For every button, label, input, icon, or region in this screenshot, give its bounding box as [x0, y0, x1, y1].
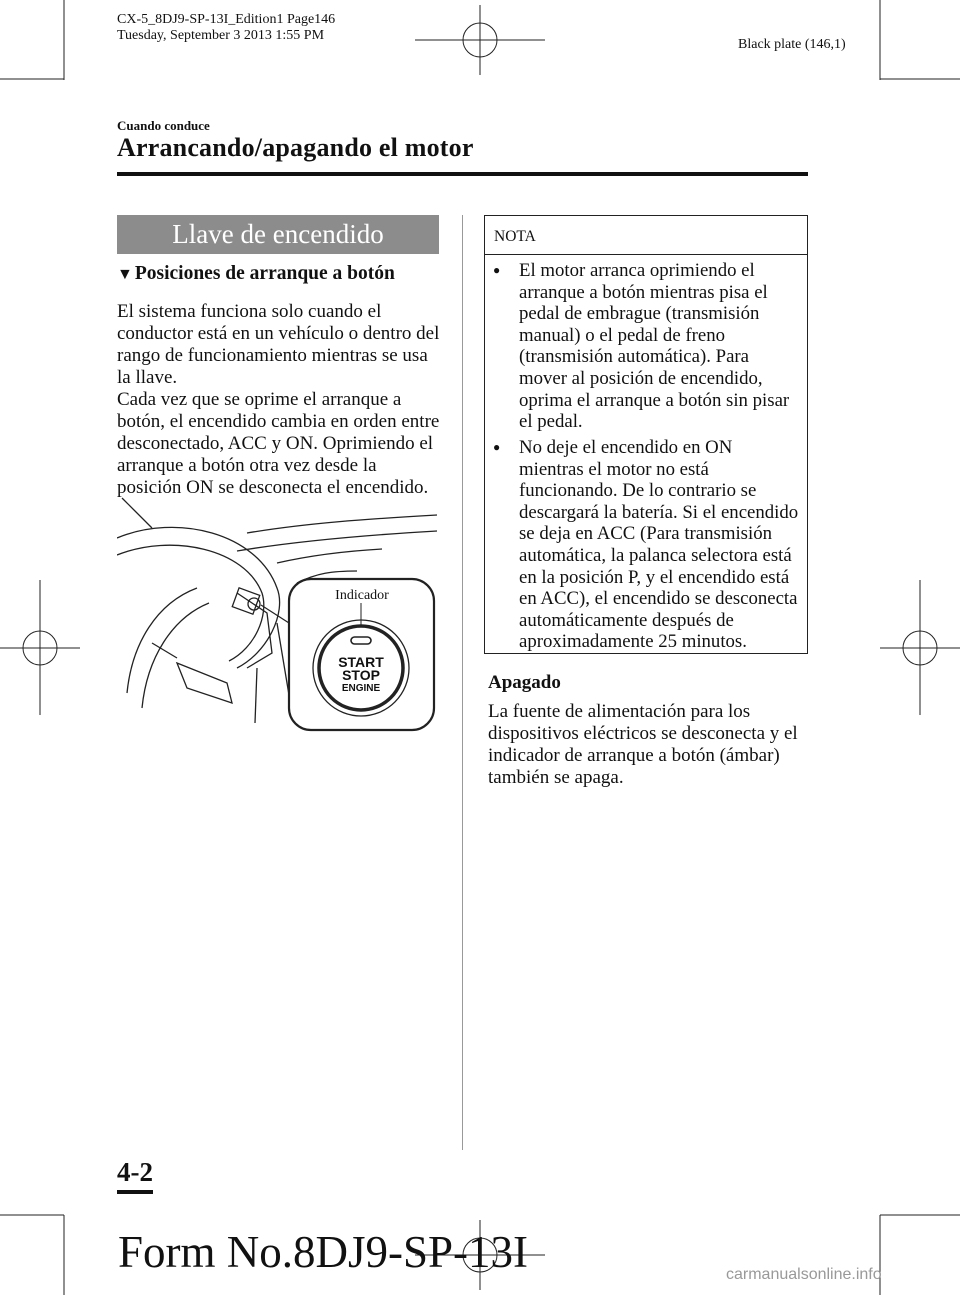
- nota-line: mientras el motor no está: [519, 458, 709, 480]
- paragraph-line: botón, el encendido cambia en orden entre: [117, 411, 440, 432]
- nota-line: se deja en ACC (Para transmisión: [519, 523, 772, 545]
- paragraph-line: posición ON se desconecta el encendido.: [117, 477, 429, 498]
- engine-label: ENGINE: [341, 683, 381, 694]
- nota-box: [484, 215, 808, 654]
- section-label: Cuando conduce: [117, 118, 210, 133]
- paragraph-2: [117, 389, 452, 499]
- nota-line: aproximadamente 25 minutos.: [519, 631, 747, 653]
- apagado-heading: Apagado: [488, 672, 561, 693]
- start-stop-button-text: [321, 656, 401, 695]
- stop-label: STOP: [342, 667, 380, 683]
- nota-line: mover al posición de encendido,: [519, 367, 763, 389]
- triangle-marker-icon: ▼: [117, 266, 133, 283]
- nota-line: oprima el arranque a botón sin pisar: [519, 389, 790, 411]
- print-header: [117, 12, 335, 44]
- paragraph-line: indicador de arranque a botón (ámbar): [488, 745, 780, 766]
- print-header-line1: CX-5_8DJ9-SP-13I_Edition1 Page146: [117, 12, 336, 27]
- form-number: Form No.8DJ9-SP-13I: [118, 1227, 529, 1277]
- paragraph-line: también se apaga.: [488, 767, 624, 788]
- nota-line: manual) o el pedal de freno: [519, 324, 725, 346]
- apagado-paragraph: [488, 701, 818, 789]
- plate-label: Black plate (146,1): [738, 37, 846, 52]
- nota-line: funcionando. De lo contrario se: [519, 480, 757, 502]
- nota-line: El motor arranca oprimiendo el: [519, 260, 755, 281]
- nota-line: automática, la palanca selectora está: [519, 544, 792, 566]
- paragraph-line: Cada vez que se oprime el arranque a: [117, 389, 402, 410]
- paragraph-line: conductor está en un vehículo o dentro del: [117, 323, 440, 344]
- nota-line: en la posición P, y el encendido está: [519, 566, 790, 588]
- subheading: [117, 263, 395, 285]
- page-number: 4-2: [117, 1157, 153, 1187]
- section-banner: Llave de encendido: [117, 215, 439, 254]
- paragraph-line: arranque a botón otra vez desde la: [117, 455, 377, 476]
- paragraph-line: La fuente de alimentación para los: [488, 701, 751, 722]
- watermark: carmanualsonline.info: [726, 1266, 882, 1283]
- nota-rule: [485, 254, 807, 255]
- nota-line: en ACC), el encendido se desconecta: [519, 588, 798, 610]
- nota-item: [493, 437, 803, 653]
- bullet-icon: ●: [493, 263, 501, 277]
- nota-line: descargará la batería. Si el encendido: [519, 501, 799, 523]
- page-number-rule: [117, 1190, 153, 1194]
- nota-line: arranque a botón mientras pisa el: [519, 281, 768, 303]
- paragraph-line: dispositivos eléctricos se desconecta y el: [488, 723, 798, 744]
- column-divider: [462, 215, 463, 1150]
- nota-item: [493, 260, 803, 433]
- nota-line: pedal de embrague (transmisión: [519, 303, 760, 325]
- paragraph-line: El sistema funciona solo cuando el: [117, 301, 382, 322]
- paragraph-line: rango de funcionamiento mientras se usa: [117, 345, 428, 366]
- paragraph-line: desconectado, ACC y ON. Oprimiendo el: [117, 433, 434, 454]
- nota-line: (transmisión automática). Para: [519, 346, 749, 368]
- bullet-icon: ●: [493, 440, 501, 454]
- page-title: Arrancando/apagando el motor: [117, 133, 474, 162]
- nota-title: NOTA: [494, 228, 536, 245]
- paragraph-1: [117, 301, 452, 389]
- title-rule: [117, 172, 808, 176]
- ignition-illustration: [117, 493, 437, 738]
- start-label: START: [338, 654, 384, 670]
- nota-line: No deje el encendido en ON: [519, 437, 733, 458]
- indicador-label: Indicador: [335, 588, 389, 603]
- print-header-line2: Tuesday, September 3 2013 1:55 PM: [117, 28, 325, 43]
- nota-line: el pedal.: [519, 411, 583, 433]
- nota-line: automáticamente después de: [519, 609, 734, 631]
- paragraph-line: la llave.: [117, 367, 178, 388]
- subheading-text: Posiciones de arranque a botón: [134, 263, 395, 284]
